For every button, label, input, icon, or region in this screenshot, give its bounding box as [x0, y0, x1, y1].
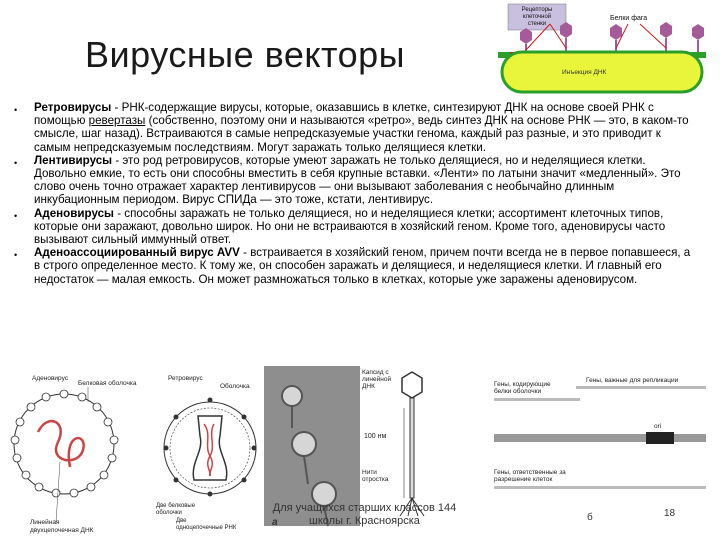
ori-label: ori: [654, 423, 662, 430]
genome-map: [574, 372, 714, 506]
capsid-genes-label: Гены, кодирующие: [494, 381, 551, 388]
svg-text:оболочки: оболочки: [156, 510, 182, 516]
bullet-dot-icon: •: [14, 250, 18, 261]
bullet-aav: [14, 246, 698, 286]
adenovirus-diagram: [8, 372, 168, 538]
revertase-link[interactable]: ревертазы: [88, 114, 146, 128]
capsid-label: Белковая оболочка: [78, 380, 137, 387]
capsid-dna-label: Капсид с: [362, 369, 389, 376]
bullet-term: Лентивирусы: [34, 153, 113, 167]
bullet-text: - это род ретровирусов, которые умеют заражать не только делящиеся, но и неделящиеся клетки. Довольно емкие, то есть они способны вместить в себя крупные вставки. «Ленти» по латыни значит «медленный». Это слово очень точно отражает характер лентивирусов — они вызывают заболевания с необычайно длинным инкубационным периодом. Вирус СПИДа — это тоже, кстати, лентивирус.: [34, 153, 681, 207]
svg-text:белки оболочки: белки оболочки: [494, 388, 542, 395]
bullet-term: Аденоассоциированный вирус AVV: [34, 246, 240, 260]
tail-fibers-label: Нити: [362, 469, 377, 476]
dna-injection-label: Инъекция ДНК: [562, 69, 607, 76]
svg-text:стенки: стенки: [527, 21, 547, 27]
linear-dna-label: Линейная: [30, 519, 60, 526]
bullet-dot-icon: •: [14, 105, 18, 115]
slide-title: Вирусные векторы: [85, 34, 406, 75]
figure-label-a: a: [272, 517, 278, 528]
svg-text:отростка: отростка: [362, 476, 389, 483]
svg-text:одноцепочечные РНК: одноцепочечные РНК: [176, 525, 237, 531]
bullet-text: - РНК-содержащие вирусы, которые, оказавшись в клетке, синтезируют ДНК на основе своей РНК с помощью: [34, 101, 654, 128]
bullet-adenoviruses: [14, 207, 698, 247]
bullet-list: [14, 101, 698, 286]
figure-label-b: б: [587, 512, 593, 523]
footer: [262, 502, 467, 528]
scale-label: 100 нм: [364, 433, 387, 440]
footer-line-1: Для учащихся старших классов 144: [272, 502, 457, 514]
replication-genes-label: Гены, важные для репликации: [586, 377, 679, 384]
single-rna-label: Две: [176, 518, 187, 524]
bullet-text: - встраивается в хозяйский геном, причем почти всегда не в первое попавшееся, а в строго определенное место. К тому же, он способен заражать и делящиеся, и неделящиеся клетки. И главный его недостаток — малая емкость. Он может размножаться только в клетках, которые уже заражены аденовирусом.: [34, 246, 691, 286]
svg-text:разрешение клеток: разрешение клеток: [494, 476, 553, 483]
retrovirus-label: Ретровирус: [168, 375, 203, 382]
protein-shells-label: Две белковые: [156, 503, 196, 509]
retrovirus-diagram: [156, 372, 262, 538]
svg-text:клеточной: клеточной: [522, 14, 552, 20]
svg-text:ДНК: ДНК: [362, 383, 375, 390]
bullet-retroviruses: [14, 101, 698, 154]
bullet-term: Ретровирусы: [34, 101, 112, 114]
svg-text:двухцепочечная ДНК: двухцепочечная ДНК: [30, 527, 94, 534]
slide-number: 18: [664, 508, 676, 519]
bullet-text: - способны заражать не только делящиеся, но и неделящиеся клетки; ассортимент клеточных типов, которые они заражают, довольно широк. Но они не встраиваются в хозяйский геном. Кроме того, аденовирусы часто вызывают сильный иммунный ответ.: [34, 206, 666, 247]
phage-protein-label: Белки фага: [610, 15, 648, 22]
footer-line-2: школы г. Красноярска: [309, 515, 420, 527]
bullet-text: (собственно, поэтому они и называются «ретро», ведь синтез ДНК на основе РНК — это, в каком-то смысле, шаг назад). Встраиваются в самые непредсказуемые участки генома, каждый раз разные, и это приводит к самым непредсказуемым последствиям. Могут заражать только делящиеся клетки.: [34, 114, 689, 154]
bullet-term: Аденовирусы: [34, 206, 114, 220]
bullet-dot-icon: •: [14, 210, 18, 221]
adenovirus-label: Аденовирус: [32, 375, 69, 382]
receptors-label: Рецепторы: [521, 7, 553, 13]
genome-left-lines: [490, 376, 580, 506]
bullet-dot-icon: •: [14, 157, 18, 168]
phage-injection-figure: [490, 4, 712, 96]
envelope-label: Оболочка: [220, 383, 250, 390]
svg-text:линейной: линейной: [362, 376, 392, 383]
resolving-genes-label: Гены, ответственные за: [494, 469, 566, 476]
bullet-lentiviruses: [14, 154, 698, 207]
